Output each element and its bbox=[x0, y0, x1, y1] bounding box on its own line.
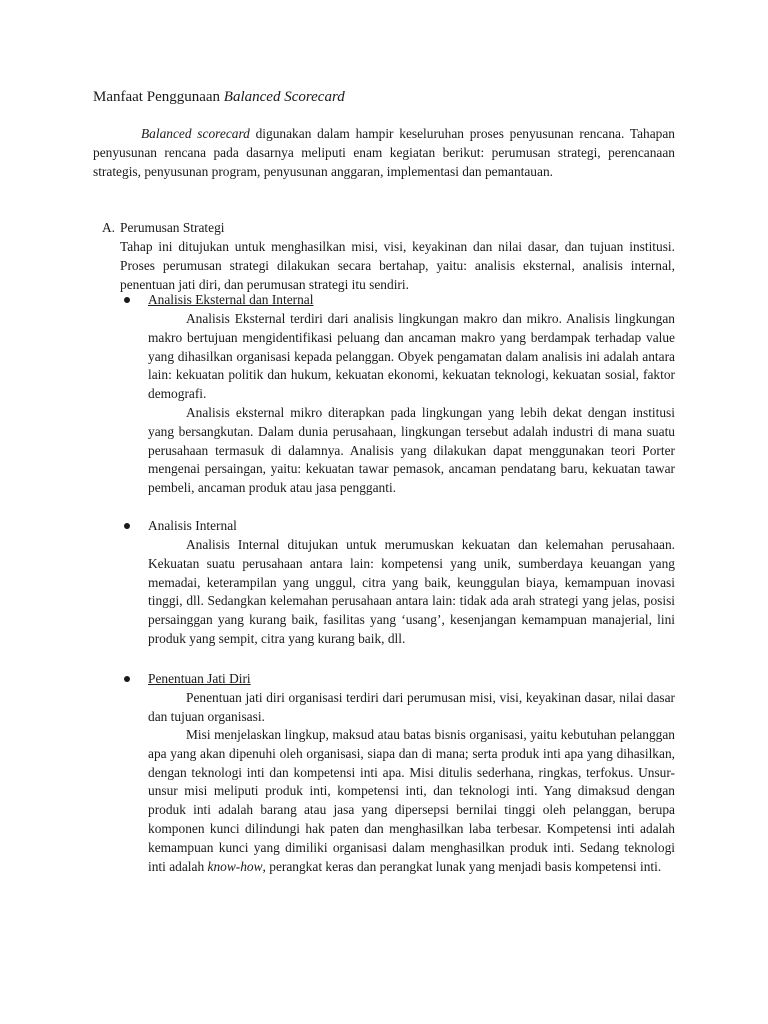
section-heading bbox=[102, 219, 225, 238]
bullet-icon bbox=[124, 297, 130, 303]
section-paragraph: Tahap ini ditujukan untuk menghasilkan misi, visi, keyakinan dan nilai dasar, dan tujuan institusi. Proses perumusan strategi dilakukan secara bertahap, yaitu: analisis eksternal, analisis internal, penentuan jati diri, dan perumusan strategi itu sendiri. bbox=[120, 239, 675, 292]
intro-text: digunakan dalam hampir keseluruhan proses penyusunan rencana. Tahapan penyusunan rencana pada dasarnya meliputi enam kegiatan berikut: perumusan strategi, perencanaan strategis, penyusunan program, penyusunan anggaran, implementasi dan pemantauan. bbox=[93, 126, 675, 179]
bullet-label-eksternal-internal: Analisis Eksternal dan Internal bbox=[148, 292, 314, 307]
paragraph-text: Analisis Internal ditujukan untuk merumuskan kekuatan dan kelemahan perusahaan. Kekuatan suatu perusahaan antara lain: kompetensi yang unik, sumberdaya keuangan yang memadai, keterampilan yang unggul, citra yang baik, keunggulan biaya, kemampuan inovasi tinggi, dll. Sedangkan kelemahan perusahaan antara lain: tidak ada arah strategi yang jelas, posisi persainggan yang kurang baik, fasilitas yang ‘usang’, kesenjangan kemampuan manajerial, lini produk yang sempit, citra yang kurang baik, dll. bbox=[148, 537, 675, 646]
section-text bbox=[120, 238, 675, 294]
paragraph-internal bbox=[148, 536, 675, 649]
section-heading-text: Perumusan Strategi bbox=[120, 220, 225, 235]
intro-paragraph bbox=[93, 125, 675, 181]
misi-text-end: , perangkat keras dan perangkat lunak yang menjadi basis kompetensi inti. bbox=[262, 858, 662, 874]
paragraph-text: Analisis eksternal mikro diterapkan pada lingkungan yang lebih dekat dengan institusi yang bersangkutan. Dalam dunia perusahaan, lingkungan tersebut adalah industri di mana suatu perusahaan termasuk di dalamnya. Analisis yang dilakukan dapat menggunakan teori Porter mengenai persaingan, yaitu: kekuatan tawar pemasok, ancaman pendatang baru, kekuatan tawar pembeli, ancaman produk atau jasa pengganti. bbox=[148, 405, 675, 496]
bullet-label-jati-diri: Penentuan Jati Diri bbox=[148, 671, 251, 686]
section-letter: A. bbox=[102, 220, 116, 235]
paragraph-misi bbox=[148, 726, 675, 876]
title-prefix: Manfaat Penggunaan bbox=[93, 89, 224, 105]
paragraph-text: Analisis Eksternal terdiri dari analisis lingkungan makro dan mikro. Analisis lingkungan makro bertujuan mengidentifikasi peluang dan ancaman makro yang berdampak terhadap value yang dihasilkan organisasi kepada pelanggan. Obyek pengamatan dalam analisis ini adalah antara lain: kekuatan politik dan hukum, kekuatan ekonomi, kekuatan teknologi, kekuatan sosial, faktor demografi. bbox=[148, 311, 675, 402]
paragraph-text: Penentuan jati diri organisasi terdiri dari perumusan misi, visi, keyakinan dasar, nilai dasar dan tujuan organisasi. bbox=[148, 690, 675, 724]
know-how-italic: know-how bbox=[207, 858, 263, 874]
paragraph-eksternal-mikro bbox=[148, 404, 675, 498]
misi-text: Misi menjelaskan lingkup, maksud atau batas bisnis organisasi, yaitu kebutuhan pelanggan apa yang akan dipenuhi oleh organisasi, siapa dan di mana; serta produk inti apa yang dihasilkan, dengan teknologi inti dan kompetensi inti apa. Misi ditulis sederhana, ringkas, terfokus. Unsur-unsur misi meliputi produk inti, kompetensi inti, dan teknologi inti. Yang dimaksud dengan produk inti adalah barang atau jasa yang dipersepsi bernilai tinggi oleh pelanggan, berupa komponen kunci dilindungi hak paten dan menghasilkan laba terbesar. Kompetensi inti adalah kemampuan kunci yang dimiliki organisasi dalam menghasilkan produk inti. Sedang teknologi inti adalah bbox=[148, 727, 675, 874]
bullet-label-internal: Analisis Internal bbox=[148, 518, 237, 533]
document-title bbox=[93, 88, 345, 107]
paragraph-eksternal-makro bbox=[148, 310, 675, 404]
intro-italic: Balanced scorecard bbox=[141, 126, 250, 141]
paragraph-jati-diri bbox=[148, 689, 675, 727]
bullet-icon bbox=[124, 676, 130, 682]
bullet-icon bbox=[124, 523, 130, 529]
title-italic: Balanced Scorecard bbox=[223, 89, 345, 105]
